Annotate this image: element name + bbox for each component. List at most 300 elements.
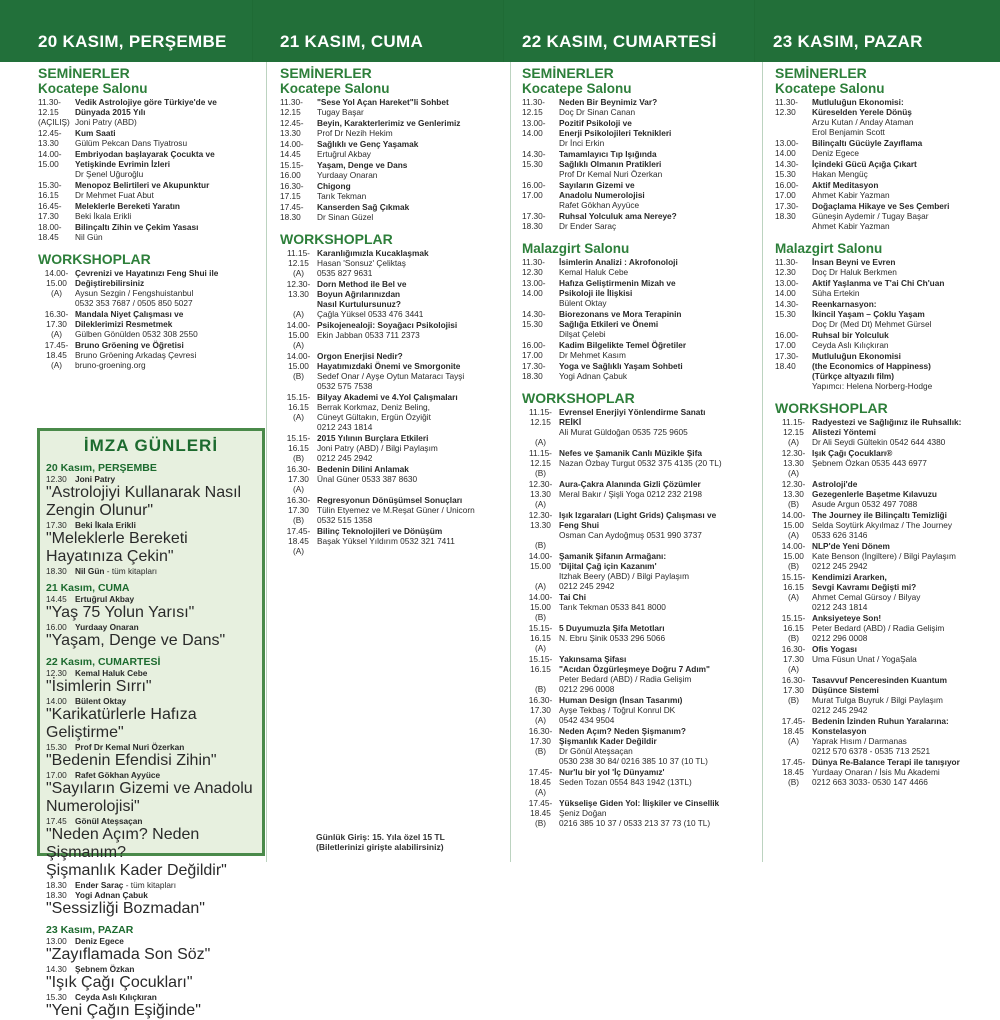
event-row	[280, 97, 508, 117]
author-name: Yurdaay Onaran	[75, 622, 139, 632]
event-time: 13.00-14.00	[522, 118, 546, 138]
author-name: Yogi Adnan Çabuk	[75, 890, 148, 900]
event-time: 11.15-12.15 (B)	[529, 448, 552, 478]
event-time: 14.00-15.00	[38, 149, 62, 169]
event-body	[559, 551, 760, 591]
book-title: "Neden Açım? Neden Şişmanım? Şişmanlık Kader Değildir"	[46, 826, 227, 879]
event-title: Kanserden Sağ Çıkmak	[317, 202, 410, 212]
event-title: The Journey ile Bilinçaltı Temizliği	[812, 510, 947, 520]
signing-row	[46, 964, 256, 974]
event-speaker: Yapımcı: Helena Norberg-Hodge	[812, 381, 933, 391]
event-speaker: N. Ebru Şinik 0533 296 5066	[559, 633, 666, 643]
signing-day-heading: 21 Kasım, CUMA	[46, 582, 130, 594]
event-title: Menopoz Belirtileri ve Akupunktur	[75, 180, 210, 190]
event-body	[317, 392, 508, 432]
event-title: Biorezonans ve Mora Terapinin Sağlığa Etkileri ve Önemi	[559, 309, 682, 329]
event-row	[280, 464, 508, 494]
signing-time: 14.30	[46, 964, 67, 974]
event-row	[775, 479, 999, 509]
event-speaker: Beki İkala Erikli	[75, 211, 132, 221]
event-time: 14.30-15.30	[522, 309, 546, 329]
event-title: Bilinçaltı Gücüyle Zayıflama	[812, 138, 923, 148]
event-row	[522, 448, 760, 478]
signing-time: 17.00	[46, 770, 67, 780]
salon-heading-malazgirt: Malazgirt Salonu	[775, 241, 883, 256]
event-title: Bedenin İzinden Ruhun Yaralarına: Konstelasyon	[812, 716, 949, 736]
salon-heading: Kocatepe Salonu	[522, 81, 632, 96]
event-row	[280, 202, 508, 222]
event-row	[522, 211, 760, 231]
signing-author	[75, 566, 157, 576]
event-row	[522, 97, 760, 117]
author-name: Ertuğrul Akbay	[75, 594, 135, 604]
event-body	[559, 510, 760, 550]
event-row	[775, 757, 999, 787]
event-row	[522, 551, 760, 591]
event-speaker: Selda Soytürk Akyılmaz / The Journey 0533 626 3146	[812, 520, 953, 540]
author-name: Şebnem Özkan	[75, 964, 135, 974]
event-speaker: Yaprak Hısım / Darmanas 0212 570 6378 - 0535 713 2521	[812, 736, 931, 756]
book-title: "Yaş 75 Yolun Yarısı"	[46, 604, 195, 621]
event-row	[775, 572, 999, 612]
salon-heading: Kocatepe Salonu	[280, 81, 390, 96]
event-speaker: Tarık Tekman 0533 841 8000	[559, 602, 666, 612]
event-row	[775, 97, 999, 137]
event-body	[812, 138, 999, 158]
event-row	[522, 479, 760, 509]
event-speaker: Deniz Egece	[812, 148, 860, 158]
book-title: "Karikatürlerle Hafıza Geliştirme"	[46, 706, 197, 741]
author-name: Gönül Ateşsaçan	[75, 816, 143, 826]
event-speaker: Doç Dr Haluk Berkmen	[812, 267, 897, 277]
event-speaker: Ahmet Kabir Yazman	[812, 190, 890, 200]
event-speaker: Dr Ender Saraç	[559, 221, 617, 231]
event-body	[812, 479, 999, 509]
event-title: Psikojenealoji: Soyağacı Psikolojisi	[317, 320, 458, 330]
event-title: Kadim Bilgelikte Temel Öğretiler	[559, 340, 687, 350]
event-body	[559, 118, 760, 148]
workshop-list	[280, 248, 508, 556]
signing-row	[46, 622, 256, 632]
event-row	[38, 309, 264, 339]
event-body	[812, 97, 999, 137]
event-title: Aura-Çakra Alanında Gizli Çözümler	[559, 479, 701, 489]
book-title: "Sayıların Gizemi ve Anadolu Numerolojisi"	[46, 780, 253, 815]
event-time: 16.00-17.00	[775, 180, 799, 200]
signing-row	[46, 992, 256, 1002]
event-time: 15.15-16.15 (B)	[286, 433, 311, 463]
event-time: 16.30-17.30 (A)	[286, 464, 311, 494]
event-time: 14.00-15.00 (A)	[286, 320, 311, 350]
event-body	[317, 351, 508, 391]
entry-fee-note: Günlük Giriş: 15. Yıla özel 15 TL (Biletlerinizi girişte alabilirsiniz)	[316, 832, 445, 852]
workshop-list	[775, 417, 999, 787]
event-row	[522, 118, 760, 148]
workshop-list	[38, 268, 264, 370]
event-speaker: Tugay Başar	[317, 107, 364, 117]
seminar-list	[280, 97, 508, 222]
event-speaker: Tarık Tekman	[317, 191, 367, 201]
event-title: Yakınsama Şifası "Acıdan Özgürleşmeye Doğru 7 Adım"	[559, 654, 710, 674]
book-title: "Zayıflamada Son Söz"	[46, 946, 211, 963]
book-title: "İsimlerin Sırrı"	[46, 678, 152, 695]
event-body	[559, 309, 760, 339]
event-time: 18.00-18.45	[38, 222, 62, 242]
event-body	[317, 139, 508, 159]
event-title: Orgon Enerjisi Nedir? Hayatımızdaki Önemi ve Smorgonite	[317, 351, 461, 371]
salon-heading-malazgirt: Malazgirt Salonu	[522, 241, 630, 256]
event-speaker: Dr Şenel Uğuroğlu	[75, 169, 144, 179]
event-row	[280, 526, 508, 556]
event-time: 14.00-14.45	[280, 139, 304, 159]
event-title: Aktif Yaşlanma ve T'ai Chi Ch'uan	[812, 278, 945, 288]
event-title: İçindeki Gücü Açığa Çıkart	[812, 159, 917, 169]
event-speaker: Hakan Mengüç	[812, 169, 868, 179]
signing-author	[75, 992, 157, 1002]
event-title: NLP'de Yeni Dönem	[812, 541, 890, 551]
event-speaker: Murat Tulga Buyruk / Bilgi Paylaşım 0212 245 2942	[812, 695, 943, 715]
event-title: Nefes ve Şamanik Canlı Müzikle Şifa	[559, 448, 702, 458]
event-speaker: Dilşat Çelebi	[559, 329, 606, 339]
event-speaker: Nil Gün	[75, 232, 103, 242]
event-title: Işık Çağı Çocukları®	[812, 448, 893, 458]
event-time: 11.15-12.15 (A)	[529, 407, 552, 447]
author-note: - tüm kitapları	[104, 566, 158, 576]
event-speaker: Prof Dr Kemal Nuri Özerkan	[559, 169, 663, 179]
event-time: 17.45-18.45 (A)	[44, 340, 69, 370]
event-title: Hafıza Geliştirmenin Mizah ve Psikoloji ile İlişkisi	[559, 278, 676, 298]
event-title: Tasavvuf Penceresinden Kuantum Düşünce Sistemi	[812, 675, 947, 695]
event-time: 16.00-17.00	[522, 340, 546, 360]
seminar-list-malazgirt	[522, 257, 760, 381]
signing-author	[75, 816, 142, 826]
event-time: 15.15-16.00	[280, 160, 304, 180]
event-row	[522, 510, 760, 550]
author-name: Ceyda Aslı Kılıçkıran	[75, 992, 157, 1002]
author-name: Deniz Egece	[75, 936, 124, 946]
event-title: "Sese Yol Açan Hareket"li Sohbet	[317, 97, 449, 107]
event-title: Bedenin Dilini Anlamak	[317, 464, 409, 474]
event-speaker: Sedef Onar / Ayşe Oytun Mataracı Tayşi 0532 575 7538	[317, 371, 465, 391]
event-time: 11.15-12.15 (A)	[287, 248, 310, 278]
event-body	[812, 510, 999, 540]
signing-day-heading: 23 Kasım, PAZAR	[46, 924, 134, 936]
event-time: 11.30-12.15	[280, 97, 303, 117]
event-speaker: Dr İnci Erkin	[559, 138, 605, 148]
event-body	[559, 149, 760, 179]
event-body	[812, 675, 999, 715]
author-note: - tüm kitapları	[123, 880, 176, 890]
seminar-list	[38, 97, 264, 242]
author-name: Rafet Gökhan Ayyüce	[75, 770, 161, 780]
event-speaker: Meral Bakır / Şişli Yoga 0212 232 2198	[559, 489, 702, 499]
event-body	[559, 361, 760, 381]
event-time: 16.30-17.30 (A)	[781, 644, 806, 674]
event-title: Embriyodan başlayarak Çocukta ve Yetişkinde Evrimin İzleri	[75, 149, 215, 169]
event-row	[522, 257, 760, 277]
signing-time: 13.00	[46, 936, 67, 946]
event-speaker: Prof Dr Nezih Hekim	[317, 128, 393, 138]
event-row	[280, 320, 508, 350]
event-speaker: Arzu Kutan / Anday Ataman Erol Benjamin Scott	[812, 117, 914, 137]
event-title: Yoga ve Sağlıklı Yaşam Sohbeti	[559, 361, 683, 371]
event-speaker: Seden Tozan 0554 843 1942 (13TL)	[559, 777, 692, 787]
signing-time: 15.30	[46, 742, 67, 752]
event-title: Astroloji'de Gezegenlerle Başetme Kılavuzu	[812, 479, 937, 499]
event-title: Ofis Yogası	[812, 644, 857, 654]
event-body	[559, 97, 760, 117]
seminar-list	[775, 97, 999, 231]
signing-time: 17.30	[46, 520, 67, 530]
event-row	[522, 180, 760, 210]
event-title: Işık Izgaraları (Light Grids) Çalışması ve Feng Shui	[559, 510, 717, 530]
event-title: Evrensel Enerjiyi Yönlendirme Sanatı REİKİ	[559, 407, 706, 427]
event-row	[522, 726, 760, 766]
event-speaker: Dr Gönül Ateşsaçan 0530 238 30 84/ 0216 385 10 37 (10 TL)	[559, 746, 708, 766]
column-sunday	[775, 62, 999, 862]
event-body	[559, 211, 760, 231]
event-time: 14.00-15.00 (A)	[781, 510, 806, 540]
book-title: "Meleklerle Bereketi Hayatınıza Çekin"	[46, 530, 188, 565]
event-speaker: Uma Füsun Unat / YogaŞala	[812, 654, 917, 664]
event-time: 12.30-13.30 (A)	[781, 448, 806, 478]
event-body	[559, 180, 760, 210]
signing-row	[46, 474, 256, 484]
event-body	[812, 644, 999, 674]
event-body	[559, 623, 760, 653]
event-time: 14.00-15.00 (B)	[286, 351, 311, 381]
event-title: Yükselişe Giden Yol: İlişkiler ve Cinsellik	[559, 798, 720, 808]
signing-author	[75, 520, 136, 530]
event-body	[75, 128, 264, 148]
signing-author	[75, 474, 115, 484]
workshops-heading: WORKSHOPLAR	[775, 400, 888, 416]
book-title: "Işık Çağı Çocukları"	[46, 974, 193, 991]
signing-row	[46, 816, 256, 826]
event-row	[280, 181, 508, 201]
signing-row	[46, 770, 256, 780]
event-title: İsimlerin Analizi : Akrofonoloji	[559, 257, 678, 267]
event-row	[38, 201, 264, 221]
event-title: Neden Bir Beynimiz Var?	[559, 97, 658, 107]
event-row	[522, 695, 760, 725]
event-body	[317, 320, 508, 350]
event-time: 17.45-18.45 (B)	[781, 757, 806, 787]
event-time: 17.30-18.30	[775, 201, 799, 221]
event-body	[317, 202, 508, 222]
seminar-list	[522, 97, 760, 231]
event-row	[775, 541, 999, 571]
event-title: Human Design (İnsan Tasarımı)	[559, 695, 683, 705]
event-time: 13.00-14.00	[775, 278, 799, 298]
event-row	[280, 279, 508, 319]
event-time: 17.30-18.30	[522, 211, 546, 231]
workshop-list	[522, 407, 760, 828]
event-time: 11.30-12.30	[775, 97, 798, 117]
column-divider	[510, 62, 511, 862]
event-time: 17.45-18.45 (A)	[781, 716, 806, 746]
event-speaker: Kate Benson (İngiltere) / Bilgi Paylaşım 0212 245 2942	[812, 551, 956, 571]
event-time: 16.00-17.00	[775, 330, 799, 350]
signing-days-box	[37, 428, 265, 1019]
event-title: Bilyay Akademi ve 4.Yol Çalışmaları	[317, 392, 458, 402]
event-time: 11.15-12.15 (A)	[782, 417, 805, 447]
event-title: Neden Açım? Neden Şişmanım? Şişmanlık Kader Değildir	[559, 726, 686, 746]
signing-author	[75, 890, 148, 900]
event-title: Kendimizi Ararken, Sevgi Kavramı Değişti mi?	[812, 572, 917, 592]
event-row	[775, 257, 999, 277]
event-speaker: Yogi Adnan Çabuk	[559, 371, 627, 381]
author-name: Kemal Haluk Cebe	[75, 668, 148, 678]
event-time: 16.30-17.30 (B)	[528, 726, 553, 756]
event-speaker: Dr Sinan Güzel	[317, 212, 374, 222]
event-time: 14.00-15.00 (B)	[528, 592, 553, 622]
event-time: 14.00-15.00 (A)	[44, 268, 69, 298]
workshops-heading: WORKSHOPLAR	[38, 251, 151, 267]
event-body	[812, 716, 999, 756]
event-row	[522, 278, 760, 308]
event-row	[280, 392, 508, 432]
event-speaker: Asude Argun 0532 497 7088	[812, 499, 918, 509]
event-body	[75, 201, 264, 221]
event-time: 14.30-15.30	[775, 159, 799, 179]
event-time: 17.45-18.45 (A)	[528, 767, 553, 797]
event-title: Anksiyeteye Son!	[812, 613, 882, 623]
event-title: Mutluluğun Ekonomisi (the Economics of Happiness) (Türkçe altyazılı film)	[812, 351, 931, 381]
event-row	[775, 417, 999, 447]
event-speaker: Gülüm Pekcan Dans Tiyatrosu	[75, 138, 188, 148]
event-body	[75, 340, 264, 370]
event-row	[775, 201, 999, 231]
event-body	[812, 757, 999, 787]
event-speaker: Gülben Gönülden 0532 308 2550	[75, 329, 198, 339]
event-body	[317, 181, 508, 201]
event-body	[812, 613, 999, 643]
event-speaker: Joni Patry (ABD)	[75, 117, 137, 127]
event-title: Bilinçaltı Zihin ve Çekim Yasası	[75, 222, 199, 232]
signing-time: 14.45	[46, 594, 67, 604]
seminars-heading: SEMİNERLER	[522, 65, 614, 81]
event-time: 17.45-18.30	[280, 202, 304, 222]
event-body	[812, 351, 999, 391]
event-title: Sağlıklı ve Genç Yaşamak	[317, 139, 419, 149]
event-row	[775, 644, 999, 674]
event-body	[317, 433, 508, 463]
event-title: Ruhsal bir Yolculuk	[812, 330, 889, 340]
event-body	[812, 572, 999, 612]
event-body	[812, 257, 999, 277]
signing-author	[75, 964, 134, 974]
event-title: Çevrenizi ve Hayatınızı Feng Shui ile Değiştirebilirsiniz	[75, 268, 219, 288]
author-name: Joni Patry	[75, 474, 116, 484]
event-body	[559, 448, 760, 478]
event-time: 13.00-14.00	[522, 278, 546, 298]
event-speaker: Doç Dr (Med Dt) Mehmet Gürsel	[812, 319, 932, 329]
event-row	[775, 138, 999, 158]
event-row	[775, 613, 999, 643]
event-time: 17.30-18.40	[775, 351, 799, 371]
event-row	[280, 160, 508, 180]
event-speaker: Süha Ertekin	[812, 288, 860, 298]
event-title: Şamanik Şifanın Armağanı: 'Dijital Çağ için Kazanım'	[559, 551, 667, 571]
event-body	[812, 330, 999, 350]
signing-author	[75, 668, 147, 678]
event-row	[522, 149, 760, 179]
event-speaker: Güneşin Aydemir / Tugay Başar Ahmet Kabir Yazman	[812, 211, 929, 231]
event-body	[812, 541, 999, 571]
event-speaker: Yurdaay Onaran / İsis Mu Akademi 0212 663 3033- 0530 147 4466	[812, 767, 940, 787]
author-name: Beki İkala Erikli	[75, 520, 136, 530]
event-title: Chigong	[317, 181, 351, 191]
header-band	[0, 0, 1000, 62]
book-title: "Astrolojiyi Kullanarak Nasıl Zengin Olunur"	[46, 484, 242, 519]
event-body	[559, 798, 760, 828]
event-row	[38, 222, 264, 242]
signing-time: 18.30	[46, 566, 67, 576]
event-row	[38, 149, 264, 179]
event-row	[522, 309, 760, 339]
event-speaker: Aysun Sezgin / Fengshuistanbul 0532 353 7687 / 0505 850 5027	[75, 288, 194, 308]
event-title: Ruhsal Yolculuk ama Nereye?	[559, 211, 677, 221]
book-title: "Sessizliği Bozmadan"	[46, 900, 205, 917]
event-time: 14.00-15.00 (A)	[528, 551, 553, 591]
event-title: Tai Chi	[559, 592, 587, 602]
event-time: 14.30-15.30	[775, 299, 799, 319]
event-body	[559, 479, 760, 509]
author-name: Bülent Oktay	[75, 696, 127, 706]
event-body	[317, 279, 508, 319]
event-body	[559, 407, 760, 447]
event-time: 17.45-18.45 (B)	[528, 798, 553, 828]
event-title: Mandala Niyet Çalışması ve Dileklerimizi Resmetmek	[75, 309, 184, 329]
event-row	[775, 278, 999, 298]
signing-author	[75, 880, 176, 890]
event-title: Yaşam, Denge ve Dans	[317, 160, 408, 170]
seminars-heading: SEMİNERLER	[280, 65, 372, 81]
book-title: "Bedenin Efendisi Zihin"	[46, 752, 217, 769]
event-speaker: Osman Can Aydoğmuş 0531 990 3737	[559, 530, 702, 540]
day-title-sunday: 23 KASIM, PAZAR	[773, 32, 923, 51]
event-body	[317, 118, 508, 138]
signing-author	[75, 936, 124, 946]
signing-row	[46, 520, 256, 530]
event-speaker: Peter Bedard (ABD) / Radia Gelişim 0212 296 0008	[812, 623, 945, 643]
event-time: 12.30-13.30 (B)	[781, 479, 806, 509]
seminars-heading: SEMİNERLER	[775, 65, 867, 81]
event-row	[775, 159, 999, 179]
event-body	[559, 340, 760, 360]
event-body	[559, 695, 760, 725]
event-speaker: Berrak Korkmaz, Deniz Beling, Cüneyt Gültakın, Ergün Özyiğit 0212 243 1814	[317, 402, 431, 432]
event-title: 2015 Yılının Burçlara Etkileri	[317, 433, 429, 443]
event-row	[522, 592, 760, 622]
event-speaker: Dr Mehmet Kasım	[559, 350, 626, 360]
event-row	[522, 767, 760, 797]
event-speaker: Dr Mehmet Fuat Abut	[75, 190, 154, 200]
event-body	[812, 299, 999, 329]
event-title: İnsan Beyni ve Evren	[812, 257, 896, 267]
event-row	[522, 340, 760, 360]
event-body	[317, 160, 508, 180]
event-time: 17.30-18.30	[522, 361, 546, 381]
event-speaker: Doç Dr Sinan Canan	[559, 107, 636, 117]
event-body	[317, 495, 508, 525]
event-title: Pozitif Psikoloji ve Enerji Psikolojileri Teknikleri	[559, 118, 672, 138]
workshops-heading: WORKSHOPLAR	[522, 390, 635, 406]
day-title-thursday: 20 KASIM, PERŞEMBE	[38, 32, 227, 51]
event-title: Bruno Gröening ve Öğretisi	[75, 340, 184, 350]
event-row	[775, 448, 999, 478]
